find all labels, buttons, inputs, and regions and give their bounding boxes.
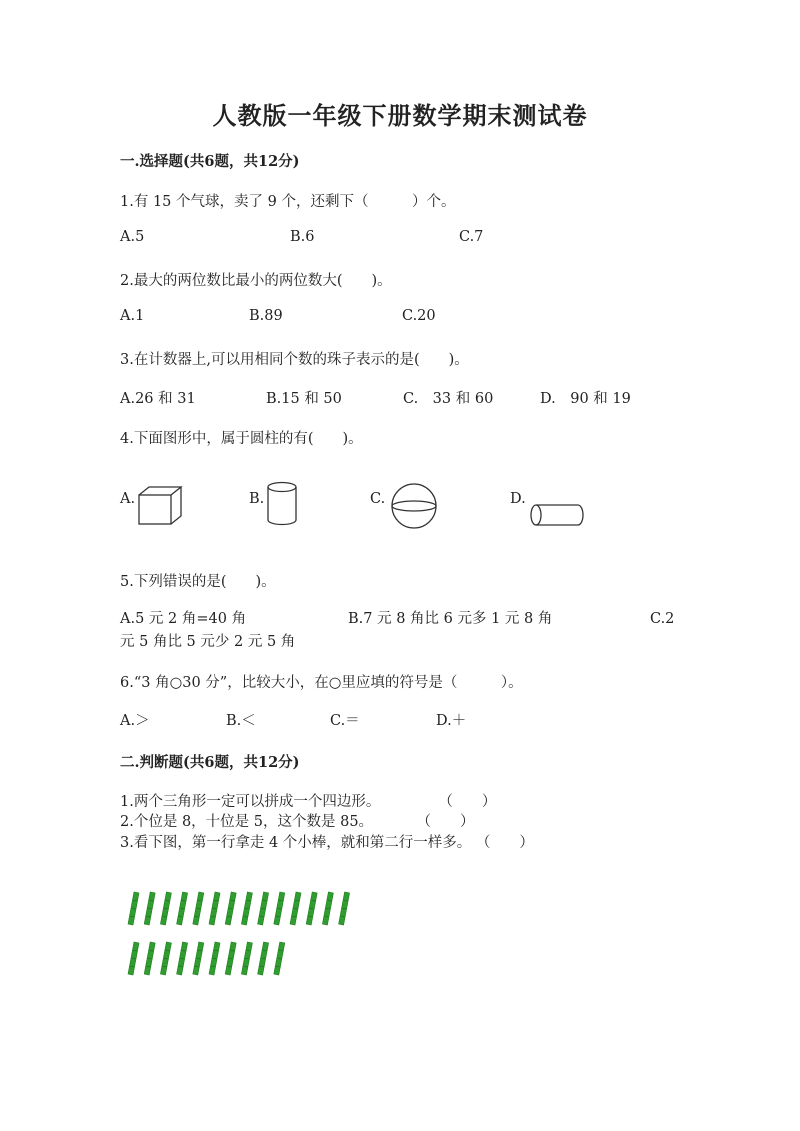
q6-option-b: B.＜ bbox=[226, 713, 256, 729]
row2-stick-5 bbox=[193, 942, 204, 975]
question-2: 2.最大的两位数比最小的两位数大( )。 bbox=[120, 273, 392, 289]
judgement-1: 1.两个三角形一定可以拼成一个四边形。 （ ） bbox=[120, 794, 497, 810]
row1-stick-4 bbox=[177, 892, 188, 925]
row2-stick-6 bbox=[209, 942, 220, 975]
section-choice-heading: 一.选择题(共6题，共12分) bbox=[120, 153, 300, 170]
question-1: 1.有 15 个气球，卖了 9 个，还剩下（ ）个。 bbox=[120, 194, 456, 210]
row1-stick-10 bbox=[274, 892, 285, 925]
row1-stick-12 bbox=[306, 892, 317, 925]
judgement-3: 3.看下图，第一行拿走 4 个小棒，就和第二行一样多。 （ ） bbox=[120, 835, 534, 851]
row1-stick-11 bbox=[290, 892, 301, 925]
row2-stick-4 bbox=[177, 942, 188, 975]
question-6: 6.“3 角○30 分”，比较大小，在○里应填的符号是（ ）。 bbox=[120, 675, 523, 691]
q4-option-d: D. bbox=[510, 491, 526, 507]
q5-option-a: A.5 元 2 角=40 角 bbox=[120, 611, 247, 627]
row1-stick-14 bbox=[339, 892, 350, 925]
question-3: 3.在计数器上,可以用相同个数的珠子表示的是( )。 bbox=[120, 352, 469, 368]
q4-option-b: B. bbox=[249, 491, 265, 507]
row2-stick-1 bbox=[128, 942, 139, 975]
row1-stick-8 bbox=[241, 892, 252, 925]
q2-option-b: B.89 bbox=[249, 308, 283, 324]
q3-option-d: D. 90 和 19 bbox=[540, 391, 631, 407]
row1-stick-5 bbox=[193, 892, 204, 925]
page-title: 人教版一年级下册数学期末测试卷 bbox=[212, 101, 588, 130]
q3-option-b: B.15 和 50 bbox=[266, 391, 342, 407]
row1-stick-13 bbox=[322, 892, 333, 925]
row2-stick-3 bbox=[160, 942, 171, 975]
q5-option-c-start: C.2 bbox=[650, 611, 675, 627]
row1-stick-3 bbox=[160, 892, 171, 925]
q3-option-a: A.26 和 31 bbox=[120, 391, 196, 407]
question-5: 5.下列错误的是( )。 bbox=[120, 574, 276, 590]
q6-option-c: C.＝ bbox=[330, 713, 360, 729]
q4-option-c: C. bbox=[370, 491, 386, 507]
q6-option-d: D.＋ bbox=[436, 713, 467, 729]
q5-option-b: B.7 元 8 角比 6 元多 1 元 8 角 bbox=[348, 611, 553, 627]
q2-option-a: A.1 bbox=[120, 308, 145, 324]
q1-option-c: C.7 bbox=[459, 229, 484, 245]
q2-option-c: C.20 bbox=[402, 308, 436, 324]
question-4: 4.下面图形中，属于圆柱的有( )。 bbox=[120, 431, 363, 447]
q3-option-c: C. 33 和 60 bbox=[403, 391, 494, 407]
q6-option-a: A.＞ bbox=[120, 713, 150, 729]
judgement-2: 2.个位是 8，十位是 5，这个数是 85。 （ ） bbox=[120, 814, 475, 830]
section-judgement-heading: 二.判断题(共6题，共12分) bbox=[120, 754, 300, 771]
row2-stick-2 bbox=[144, 942, 155, 975]
row1-stick-7 bbox=[225, 892, 236, 925]
row1-stick-1 bbox=[128, 892, 139, 925]
q1-option-a: A.5 bbox=[120, 229, 145, 245]
row1-stick-6 bbox=[209, 892, 220, 925]
row1-stick-2 bbox=[144, 892, 155, 925]
row2-stick-9 bbox=[258, 942, 269, 975]
row1-stick-9 bbox=[258, 892, 269, 925]
q1-option-b: B.6 bbox=[290, 229, 315, 245]
q4-option-a: A. bbox=[120, 491, 136, 507]
row2-stick-8 bbox=[241, 942, 252, 975]
row2-stick-10 bbox=[274, 942, 285, 975]
row2-stick-7 bbox=[225, 942, 236, 975]
q5-option-c-end: 元 5 角比 5 元少 2 元 5 角 bbox=[120, 634, 296, 650]
